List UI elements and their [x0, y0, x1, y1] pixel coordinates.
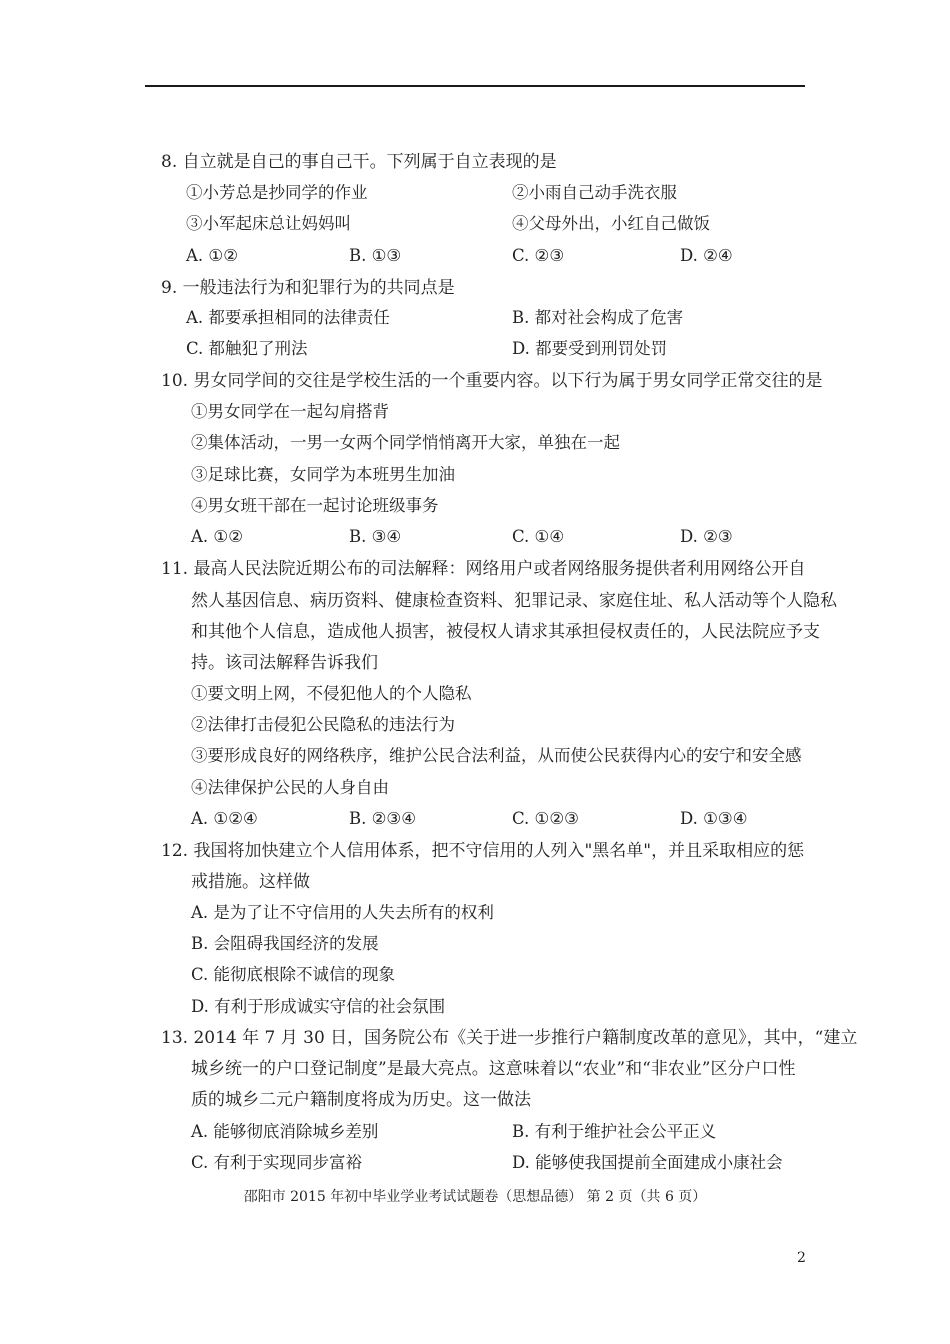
q11-option-b: B. ②③④ [349, 809, 416, 828]
q8-statement-4: ④父母外出，小红自己做饭 [512, 214, 710, 233]
q11-option-d: D. ①③④ [680, 809, 748, 828]
q13-stem-line-2: 城乡统一的户口登记制度”是最大亮点。这意味着以“农业”和“非农业”区分户口性 [191, 1059, 796, 1079]
q12-option-b: B. 会阻碍我国经济的发展 [191, 934, 379, 953]
q11-stem-line-1: 11. 最高人民法院近期公布的司法解释：网络用户或者网络服务提供者利用网络公开自 [161, 559, 806, 579]
q8-option-b: B. ①③ [349, 246, 402, 265]
q11-option-a: A. ①②④ [191, 809, 258, 828]
q12-option-d: D. 有利于形成诚实守信的社会氛围 [191, 997, 446, 1016]
q13-stem-line-1: 13. 2014 年 7 月 30 日，国务院公布《关于进一步推行户籍制度改革的意见》，其中，“建立 [161, 1028, 858, 1048]
q13-option-d: D. 能够使我国提前全面建成小康社会 [512, 1153, 783, 1172]
q12-option-a: A. 是为了让不守信用的人失去所有的权利 [191, 903, 494, 922]
q13-option-c: C. 有利于实现同步富裕 [191, 1153, 363, 1172]
q8-option-c: C. ②③ [512, 246, 565, 265]
q12-stem-line-2: 戒措施。这样做 [191, 872, 310, 892]
q11-stem-line-4: 持。该司法解释告诉我们 [191, 653, 378, 673]
q11-stem-line-3: 和其他个人信息，造成他人损害，被侵权人请求其承担侵权责任的，人民法院应予支 [191, 622, 820, 642]
q13-option-b: B. 有利于维护社会公平正义 [512, 1122, 717, 1141]
q11-statement-1: ①要文明上网，不侵犯他人的个人隐私 [191, 684, 472, 703]
q10-option-d: D. ②③ [680, 527, 733, 546]
page-footer: 邵阳市 2015 年初中毕业学业考试试题卷（思想品德） 第 2 页（共 6 页） [243, 1189, 707, 1205]
q9-option-c: C. 都触犯了刑法 [186, 339, 308, 358]
q10-stem: 10. 男女同学间的交往是学校生活的一个重要内容。以下行为属于男女同学正常交往的是 [161, 371, 823, 391]
q10-option-b: B. ③④ [349, 527, 402, 546]
q8-option-d: D. ②④ [680, 246, 733, 265]
q10-option-c: C. ①④ [512, 527, 565, 546]
q10-option-a: A. ①② [191, 527, 243, 546]
q12-stem-line-1: 12. 我国将加快建立个人信用体系，把不守信用的人列入"黑名单"，并且采取相应的惩 [161, 841, 805, 861]
q9-option-a: A. 都要承担相同的法律责任 [186, 308, 390, 327]
q9-option-d: D. 都要受到刑罚处罚 [512, 339, 668, 358]
q11-statement-2: ②法律打击侵犯公民隐私的违法行为 [191, 715, 455, 734]
q10-statement-3: ③足球比赛，女同学为本班男生加油 [191, 465, 455, 484]
q9-stem: 9. 一般违法行为和犯罪行为的共同点是 [161, 278, 455, 298]
q13-option-a: A. 能够彻底消除城乡差别 [191, 1122, 379, 1141]
q10-statement-4: ④男女班干部在一起讨论班级事务 [191, 496, 439, 515]
q11-stem-line-2: 然人基因信息、病历资料、健康检查资料、犯罪记录、家庭住址、私人活动等个人隐私 [191, 591, 837, 611]
q9-option-b: B. 都对社会构成了危害 [512, 308, 684, 327]
q10-statement-2: ②集体活动，一男一女两个同学悄悄离开大家，单独在一起 [191, 433, 620, 452]
q12-option-c: C. 能彻底根除不诚信的现象 [191, 965, 396, 984]
header-rule [145, 85, 805, 87]
q11-option-c: C. ①②③ [512, 809, 579, 828]
q8-statement-2: ②小雨自己动手洗衣服 [512, 183, 677, 202]
q11-statement-4: ④法律保护公民的人身自由 [191, 778, 389, 797]
q8-option-a: A. ①② [186, 246, 238, 265]
page-number: 2 [797, 1250, 806, 1266]
q8-statement-3: ③小军起床总让妈妈叫 [186, 214, 351, 233]
q8-statement-1: ①小芳总是抄同学的作业 [186, 183, 368, 202]
q11-statement-3: ③要形成良好的网络秩序，维护公民合法利益，从而使公民获得内心的安宁和安全感 [191, 746, 802, 765]
q8-stem: 8. 自立就是自己的事自己干。下列属于自立表现的是 [161, 152, 557, 172]
q13-stem-line-3: 质的城乡二元户籍制度将成为历史。这一做法 [191, 1090, 531, 1110]
q10-statement-1: ①男女同学在一起勾肩搭背 [191, 402, 389, 421]
